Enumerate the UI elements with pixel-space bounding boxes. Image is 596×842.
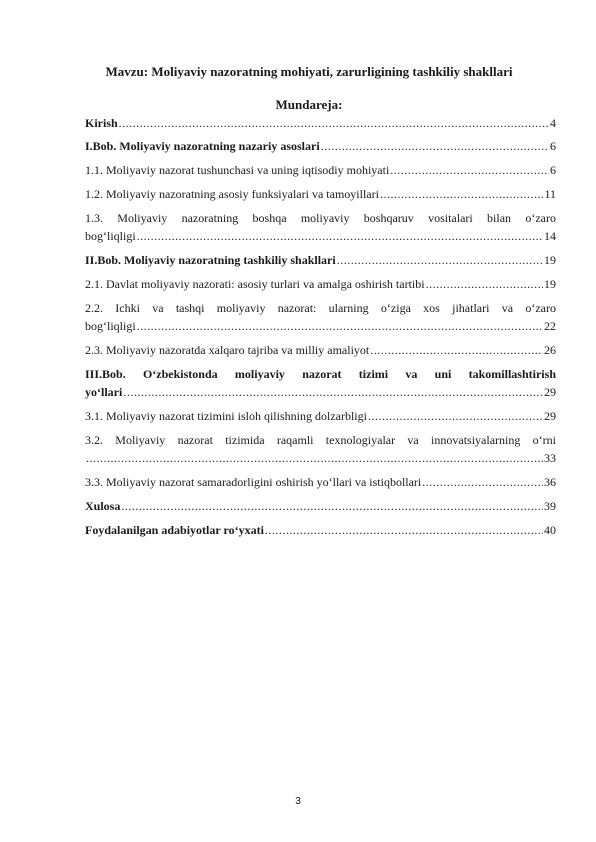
- toc-entry-label: I.Bob. Moliyaviy nazoratning nazariy asoslari: [85, 139, 320, 153]
- dot-leader: [86, 449, 543, 467]
- toc-entry-label: 3.1. Moliyaviy nazorat tizimini isloh qilishning dolzarbligi: [85, 409, 367, 423]
- toc-entry-label-line1: 2.2. Ichki va tashqi moliyaviy nazorat: ularning o‘ziga xos jihatlari va o‘zaro: [85, 301, 556, 315]
- toc-page-number: 29: [544, 409, 556, 423]
- toc-entry-3-2[interactable]: [85, 431, 556, 467]
- dot-leader: [426, 275, 543, 293]
- toc-entry-3-3[interactable]: [85, 473, 556, 491]
- toc-heading: Mundareja:: [275, 97, 343, 112]
- toc-entry-label: 2.1. Davlat moliyaviy nazorati: asosiy turlari va amalga oshirish tartibi: [85, 277, 425, 291]
- toc-entry-xulosa[interactable]: [85, 497, 556, 515]
- dot-leader: [380, 185, 544, 203]
- toc-entry-adabiyotlar[interactable]: [85, 521, 556, 539]
- toc-page-number: 19: [544, 253, 556, 267]
- dot-leader: [121, 497, 543, 515]
- toc-entry-label-line1: 3.2. Moliyaviy nazorat tizimida raqamli texnologiyalar va innovatsiyalarning o‘rni: [85, 433, 556, 447]
- toc-entry-label: Xulosa: [85, 499, 121, 513]
- toc-entry-label-line1: 1.3. Moliyaviy nazoratning boshqa moliyaviy boshqaruv vositalari bilan o‘zaro: [85, 211, 556, 225]
- toc-entry-bob3[interactable]: [85, 365, 556, 401]
- toc-entry-label-line2: bog‘liqligi: [85, 319, 136, 333]
- dot-leader: [137, 317, 543, 335]
- toc-page-number: 36: [544, 475, 556, 489]
- toc-entry-2-2[interactable]: [85, 299, 556, 335]
- toc-entry-kirish[interactable]: [85, 114, 556, 132]
- toc-entry-1-1[interactable]: [85, 161, 556, 179]
- toc-entry-label: 1.1. Moliyaviy nazorat tushunchasi va uning iqtisodiy mohiyati: [85, 163, 390, 177]
- dot-leader: [368, 407, 543, 425]
- toc-entry-label: II.Bob. Moliyaviy nazoratning tashkiliy shakllari: [85, 253, 336, 267]
- toc-entry-1-3[interactable]: [85, 209, 556, 245]
- toc-entry-1-2[interactable]: [85, 185, 556, 203]
- toc-entry-label-line2: bog‘liqligi: [85, 229, 136, 243]
- toc-page-number: 26: [544, 343, 556, 357]
- dot-leader: [321, 137, 549, 155]
- toc-entry-3-1[interactable]: [85, 407, 556, 425]
- toc-page-number: 14: [544, 229, 556, 243]
- table-of-contents: [85, 114, 556, 545]
- dot-leader: [123, 383, 543, 401]
- toc-entry-bob2[interactable]: [85, 251, 556, 269]
- dot-leader: [422, 473, 543, 491]
- toc-page-number: 33: [544, 451, 556, 465]
- dot-leader: [390, 161, 549, 179]
- toc-page-number: 6: [550, 139, 556, 153]
- toc-entry-label: 2.3. Moliyaviy nazoratda xalqaro tajriba va milliy amaliyot: [85, 343, 370, 357]
- toc-page-number: 6: [550, 163, 556, 177]
- toc-entry-label-line2: yo‘llari: [85, 385, 123, 399]
- toc-page-number: 39: [544, 499, 556, 513]
- toc-entry-label-line1: III.Bob. O‘zbekistonda moliyaviy nazorat tizimi va uni takomillashtirish: [85, 367, 556, 381]
- toc-page-number: 29: [544, 385, 556, 399]
- toc-entry-label: 3.3. Moliyaviy nazorat samaradorligini oshirish yo‘llari va istiqbollari: [85, 475, 422, 489]
- toc-entry-label: Kirish: [85, 116, 118, 130]
- document-title: Mavzu: Moliyaviy nazoratning mohiyati, zarurligining tashkiliy shakllari: [105, 64, 513, 79]
- toc-entry-label: Foydalanilgan adabiyotlar ro‘yxati: [85, 523, 264, 537]
- toc-page-number: 11: [544, 187, 556, 201]
- dot-leader: [137, 227, 543, 245]
- dot-leader: [119, 114, 549, 132]
- toc-entry-2-1[interactable]: [85, 275, 556, 293]
- toc-page-number: 4: [550, 116, 556, 130]
- dot-leader: [337, 251, 543, 269]
- page-number: 3: [295, 796, 301, 807]
- toc-entry-bob1[interactable]: [85, 137, 556, 155]
- dot-leader: [370, 341, 543, 359]
- toc-page-number: 40: [544, 523, 556, 537]
- toc-entry-2-3[interactable]: [85, 341, 556, 359]
- toc-page-number: 22: [544, 319, 556, 333]
- toc-entry-label: 1.2. Moliyaviy nazoratning asosiy funksiyalari va tamoyillari: [85, 187, 379, 201]
- dot-leader: [265, 521, 543, 539]
- toc-page-number: 19: [544, 277, 556, 291]
